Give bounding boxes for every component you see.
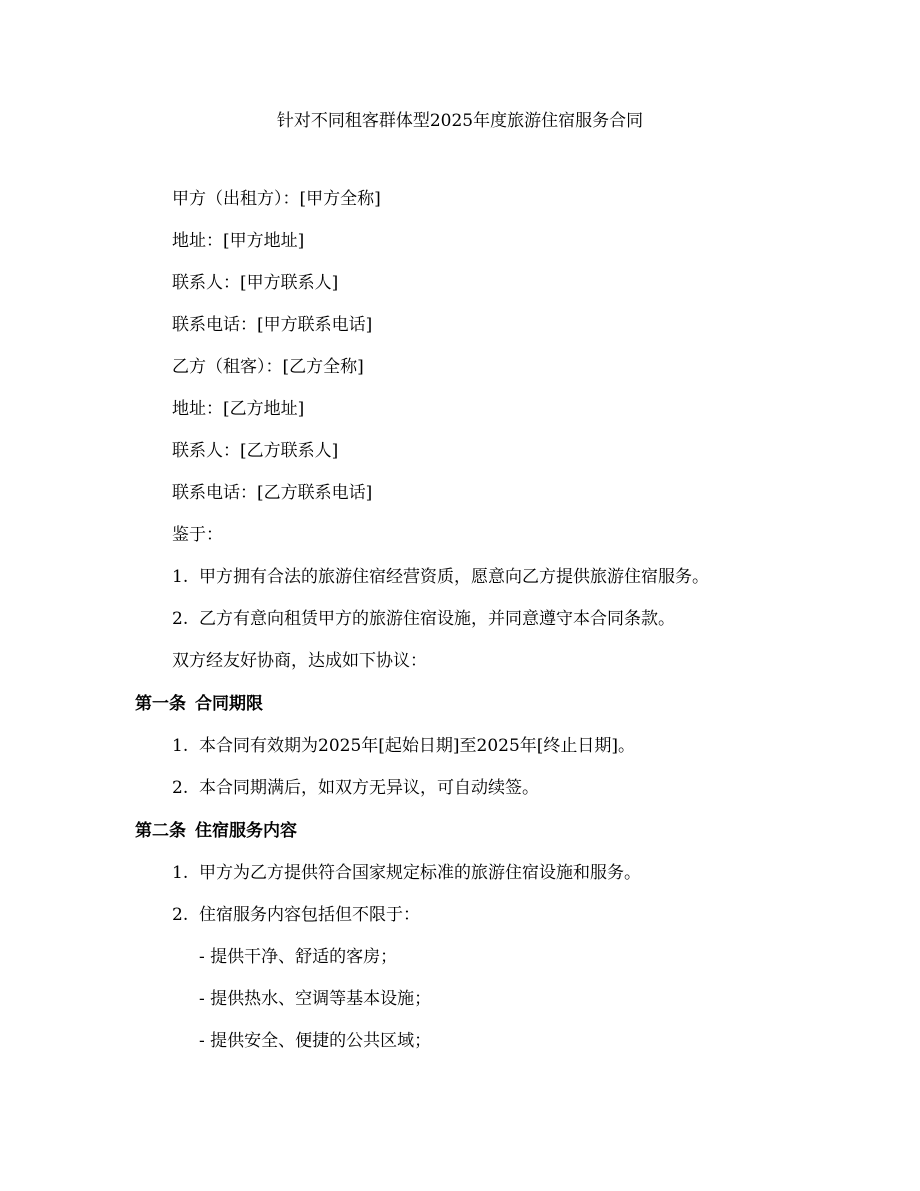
list-number: 2. [172,609,189,629]
article-item-text: 本合同期满后，如双方无异议，可自动续签。 [199,778,539,798]
article-title: 住宿服务内容 [195,821,297,841]
list-number: 2. [172,905,189,925]
party-a-phone: 联系电话：[甲方联系电话] [172,315,373,335]
document-title: 针对不同租客群体型2025年度旅游住宿服务合同 [276,111,644,131]
article-title: 合同期限 [195,694,263,714]
article-heading [135,818,297,844]
party-b-contact: 联系人：[乙方联系人] [172,441,339,461]
whereas-item [172,606,675,632]
sub-item: - 提供安全、便捷的公共区域； [199,1031,432,1051]
article-heading [135,691,263,717]
article-item [172,902,420,928]
whereas-item [172,564,709,590]
article-number: 第二条 [135,821,186,841]
article-item [172,860,641,886]
article-item [172,733,635,759]
sub-item: - 提供干净、舒适的客房； [199,947,398,967]
party-b-phone: 联系电话：[乙方联系电话] [172,483,373,503]
article-item-text: 甲方为乙方提供符合国家规定标准的旅游住宿设施和服务。 [199,863,641,883]
whereas-item-text: 甲方拥有合法的旅游住宿经营资质，愿意向乙方提供旅游住宿服务。 [199,567,709,587]
party-b-address: 地址：[乙方地址] [172,399,305,419]
whereas-item-text: 乙方有意向租赁甲方的旅游住宿设施，并同意遵守本合同条款。 [199,609,675,629]
article-number: 第一条 [135,694,186,714]
party-a-address: 地址：[甲方地址] [172,231,305,251]
list-number: 1. [172,863,189,883]
list-number: 1. [172,567,189,587]
article-item [172,775,539,801]
article-item-text: 住宿服务内容包括但不限于： [199,905,420,925]
party-a-name: 甲方（出租方）：[甲方全称] [172,189,381,209]
list-number: 2. [172,778,189,798]
whereas-label: 鉴于： [172,525,223,545]
party-a-contact: 联系人：[甲方联系人] [172,273,339,293]
article-item-text: 本合同有效期为2025年[起始日期]至2025年[终止日期]。 [199,736,636,756]
agreement-intro: 双方经友好协商，达成如下协议： [172,651,427,671]
list-number: 1. [172,736,189,756]
party-b-name: 乙方（租客）：[乙方全称] [172,357,364,377]
sub-item: - 提供热水、空调等基本设施； [199,989,432,1009]
